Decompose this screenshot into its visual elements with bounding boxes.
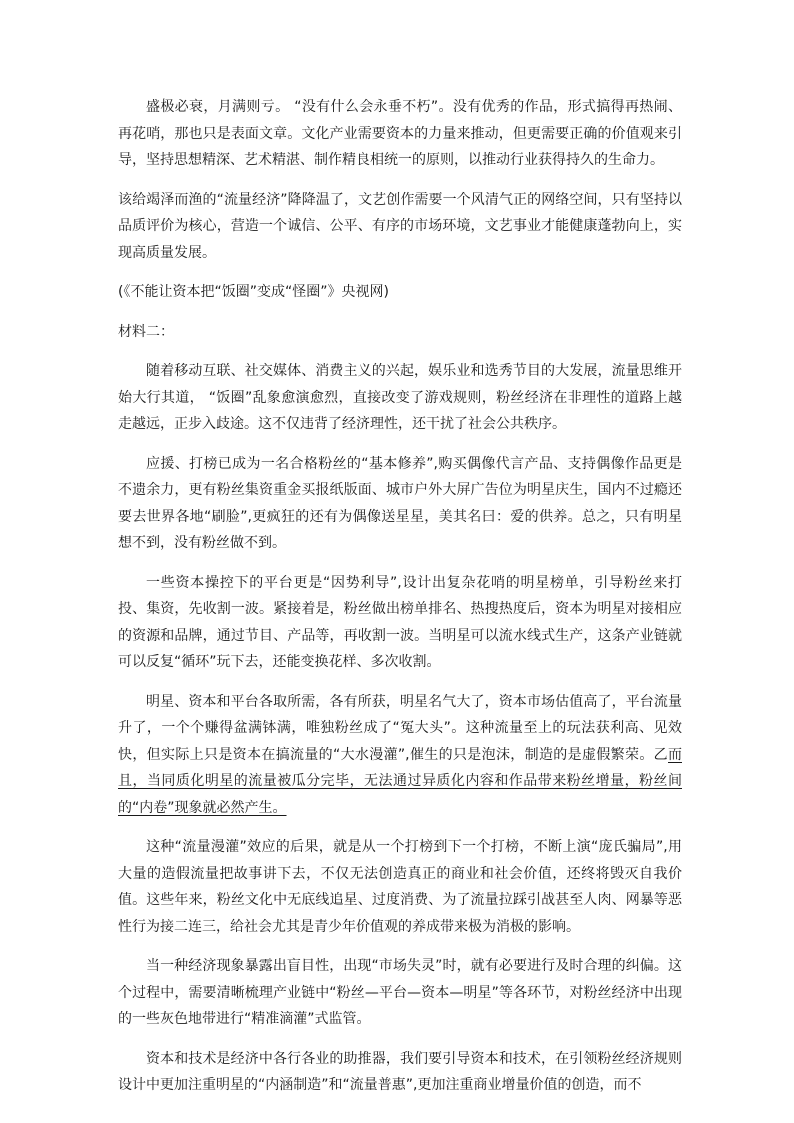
section-heading-material-two: 材料二： [118, 323, 174, 340]
paragraph-10: 当一种经济现象暴露出盲目性，出现“市场失灵”时，就有必要进行及时合理的纠偏。这个过程中，需要清晰梳理产业链中“粉丝—平台—资本—明星”等各环节，对粉丝经济中出现的一些灰色地带进行“精准滴灌”式监管。 [118, 958, 682, 1027]
source-citation: (《不能让资本把“饭圈”变成“怪圈”》央视网) [118, 284, 389, 300]
paragraph-7: 一些资本操控下的平台更是“因势利导”,设计出复杂花哨的明星榜单，引导粉丝来打投、集资，先收割一波。紧接着是，粉丝做出榜单排名、热搜热度后，资本为明星对接相应的资源和品牌，通过节目、产品等，再收割一波。当明星可以流水线式生产，这条产业链就可以反复“循环”玩下去，还能变换花样、多次收割。 [118, 574, 682, 670]
paragraph-11: 资本和技术是经济中各行各业的助推器，我们要引导资本和技术，在引领粉丝经济规则设计中更加注重明星的“内涵制造”和“流量普惠”,更加注重商业增量价值的创造，而不 [118, 1050, 682, 1093]
paragraph-8-text: 明星、资本和平台各取所需，各有所获，明星名气大了，资本市场估值高了，平台流量升了，一个个赚得盆满钵满，唯独粉丝成了“冤大头”。这种流量至上的玩法获利高、见效快，但实际上只是资本在搞流量的“大水漫灌”,催生的只是泡沫，制造的是虚假繁荣。乙 [118, 693, 682, 763]
underlined-sentence: 而且，当同质化明星的流量被瓜分完毕，无法通过异质化内容和作品带来粉丝增量，粉丝间的“内卷”现象就必然产生。 [118, 746, 682, 816]
paragraph-9: 这种“流量漫灌”效应的后果，就是从一个打榜到下一个打榜，不断上演“庞氏骗局”,用大量的造假流量把故事讲下去，不仅无法创造真正的商业和社会价值，还终将毁灭自我价值。这些年来，粉丝文化中无底线追星、过度消费、为了流量拉踩引战甚至人肉、网暴等恶性行为接二连三，给社会尤其是青少年价值观的养成带来极为消极的影响。 [118, 839, 682, 935]
paragraph-2: 该给竭泽而渔的“流量经济”降降温了，文艺创作需要一个风清气正的网络空间，只有坚持以品质评价为核心，营造一个诚信、公平、有序的市场环境，文艺事业才能健康蓬勃向上，实现高质量发展。 [118, 191, 682, 261]
paragraph-1: 盛极必衰，月满则亏。 “没有什么会永垂不朽”。没有优秀的作品，形式搞得再热闹、再花哨，那也只是表面文章。文化产业需要资本的力量来推动，但更需要正确的价值观来引导，坚持思想精深、艺术精湛、制作精良相统一的原则，以推动行业获得持久的生命力。 [118, 99, 682, 168]
paragraph-8 [118, 689, 682, 822]
paragraph-5: 随着移动互联、社交媒体、消费主义的兴起，娱乐业和选秀节目的大发展，流量思维开始大行其道， “饭圈”乱象愈演愈烈，直接改变了游戏规则，粉丝经济在非理性的道路上越走越远，正步入歧途。这不仅违背了经济理性，还干扰了社会公共秩序。 [118, 363, 682, 432]
paragraph-6: 应援、打榜已成为一名合格粉丝的“基本修养”,购买偶像代言产品、支持偶像作品更是不遗余力，更有粉丝集资重金买报纸版面、城市户外大屏广告位为明星庆生，国内不过瘾还要去世界各地“刷脸”,更疯狂的还有为偶像送星星，美其名曰：爱的供养。总之，只有明星想不到，没有粉丝做不到。 [118, 455, 682, 551]
